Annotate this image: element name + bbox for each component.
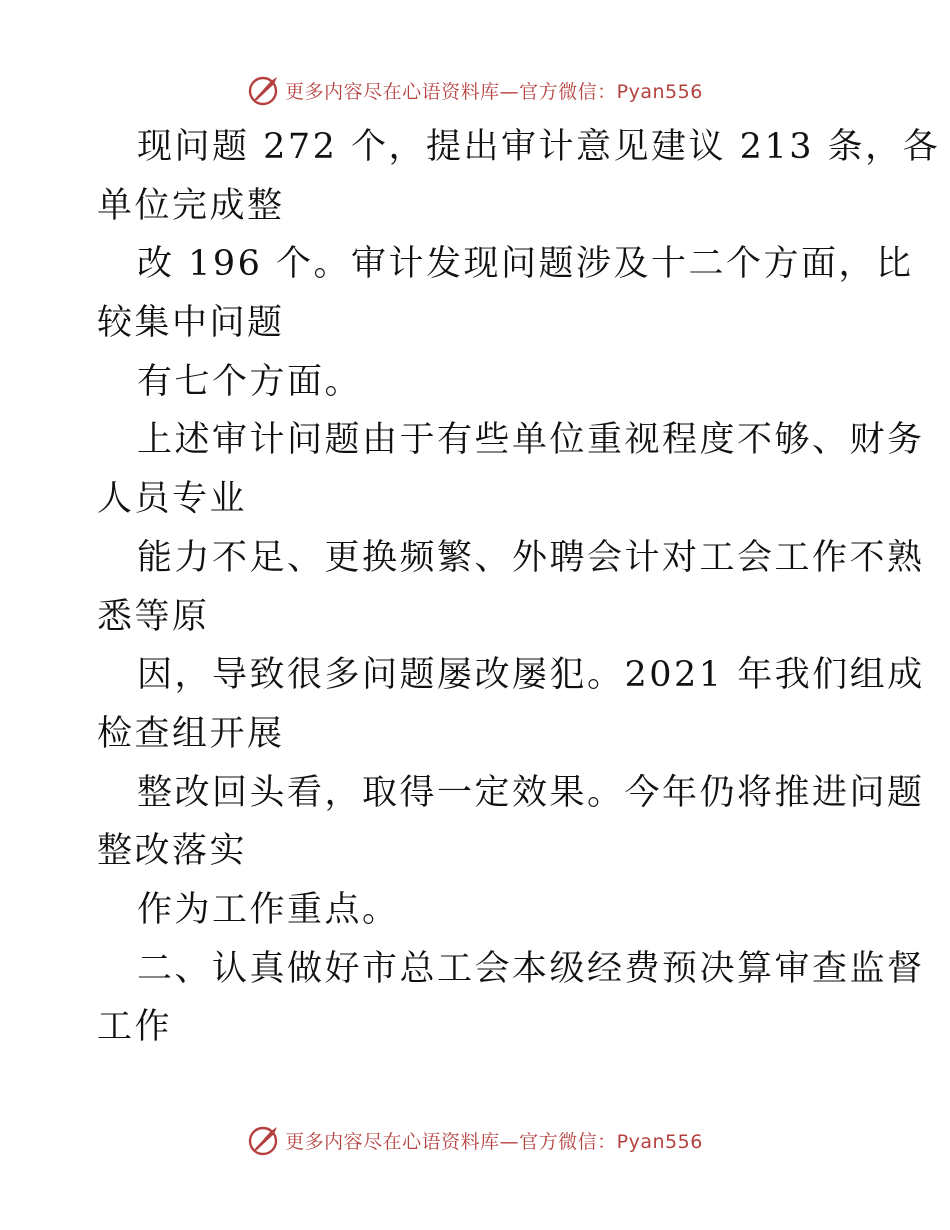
text-line: 单位完成整 <box>97 185 285 226</box>
header-banner <box>0 72 950 108</box>
footer-banner <box>0 1122 950 1158</box>
quill-pen-icon <box>247 73 281 107</box>
text-line: 较集中问题 <box>97 303 285 344</box>
text-line: 上述审计问题由于有些单位重视程度不够、财务 <box>137 420 925 461</box>
quill-pen-icon <box>247 1123 281 1157</box>
text-line: 现问题 272 个，提出审计意见建议 213 条，各 <box>137 127 941 167</box>
text-line: 有七个方面。 <box>137 361 363 402</box>
section-heading: 二、认真做好市总工会本级经费预决算审查监督 <box>137 948 925 989</box>
text-line: 悉等原 <box>97 596 210 637</box>
text-line: 人员专业 <box>97 479 248 520</box>
text-line: 作为工作重点。 <box>137 889 400 930</box>
text-line: 能力不足、更换频繁、外聘会计对工会工作不熟 <box>137 537 925 578</box>
document-body <box>97 118 941 1057</box>
text-line: 检查组开展 <box>97 713 285 754</box>
section-heading-continuation: 工作 <box>97 1007 173 1048</box>
footer-banner-text: 更多内容尽在心语资料库—官方微信：Pyan556 <box>285 1130 703 1153</box>
text-line: 因，导致很多问题屡改屡犯。2021 年我们组成 <box>137 655 925 696</box>
text-line: 整改回头看，取得一定效果。今年仍将推进问题 <box>137 772 925 813</box>
text-line: 整改落实 <box>97 831 248 872</box>
text-line: 改 196 个。审计发现问题涉及十二个方面，比 <box>137 244 914 285</box>
header-banner-text: 更多内容尽在心语资料库—官方微信：Pyan556 <box>285 80 703 103</box>
